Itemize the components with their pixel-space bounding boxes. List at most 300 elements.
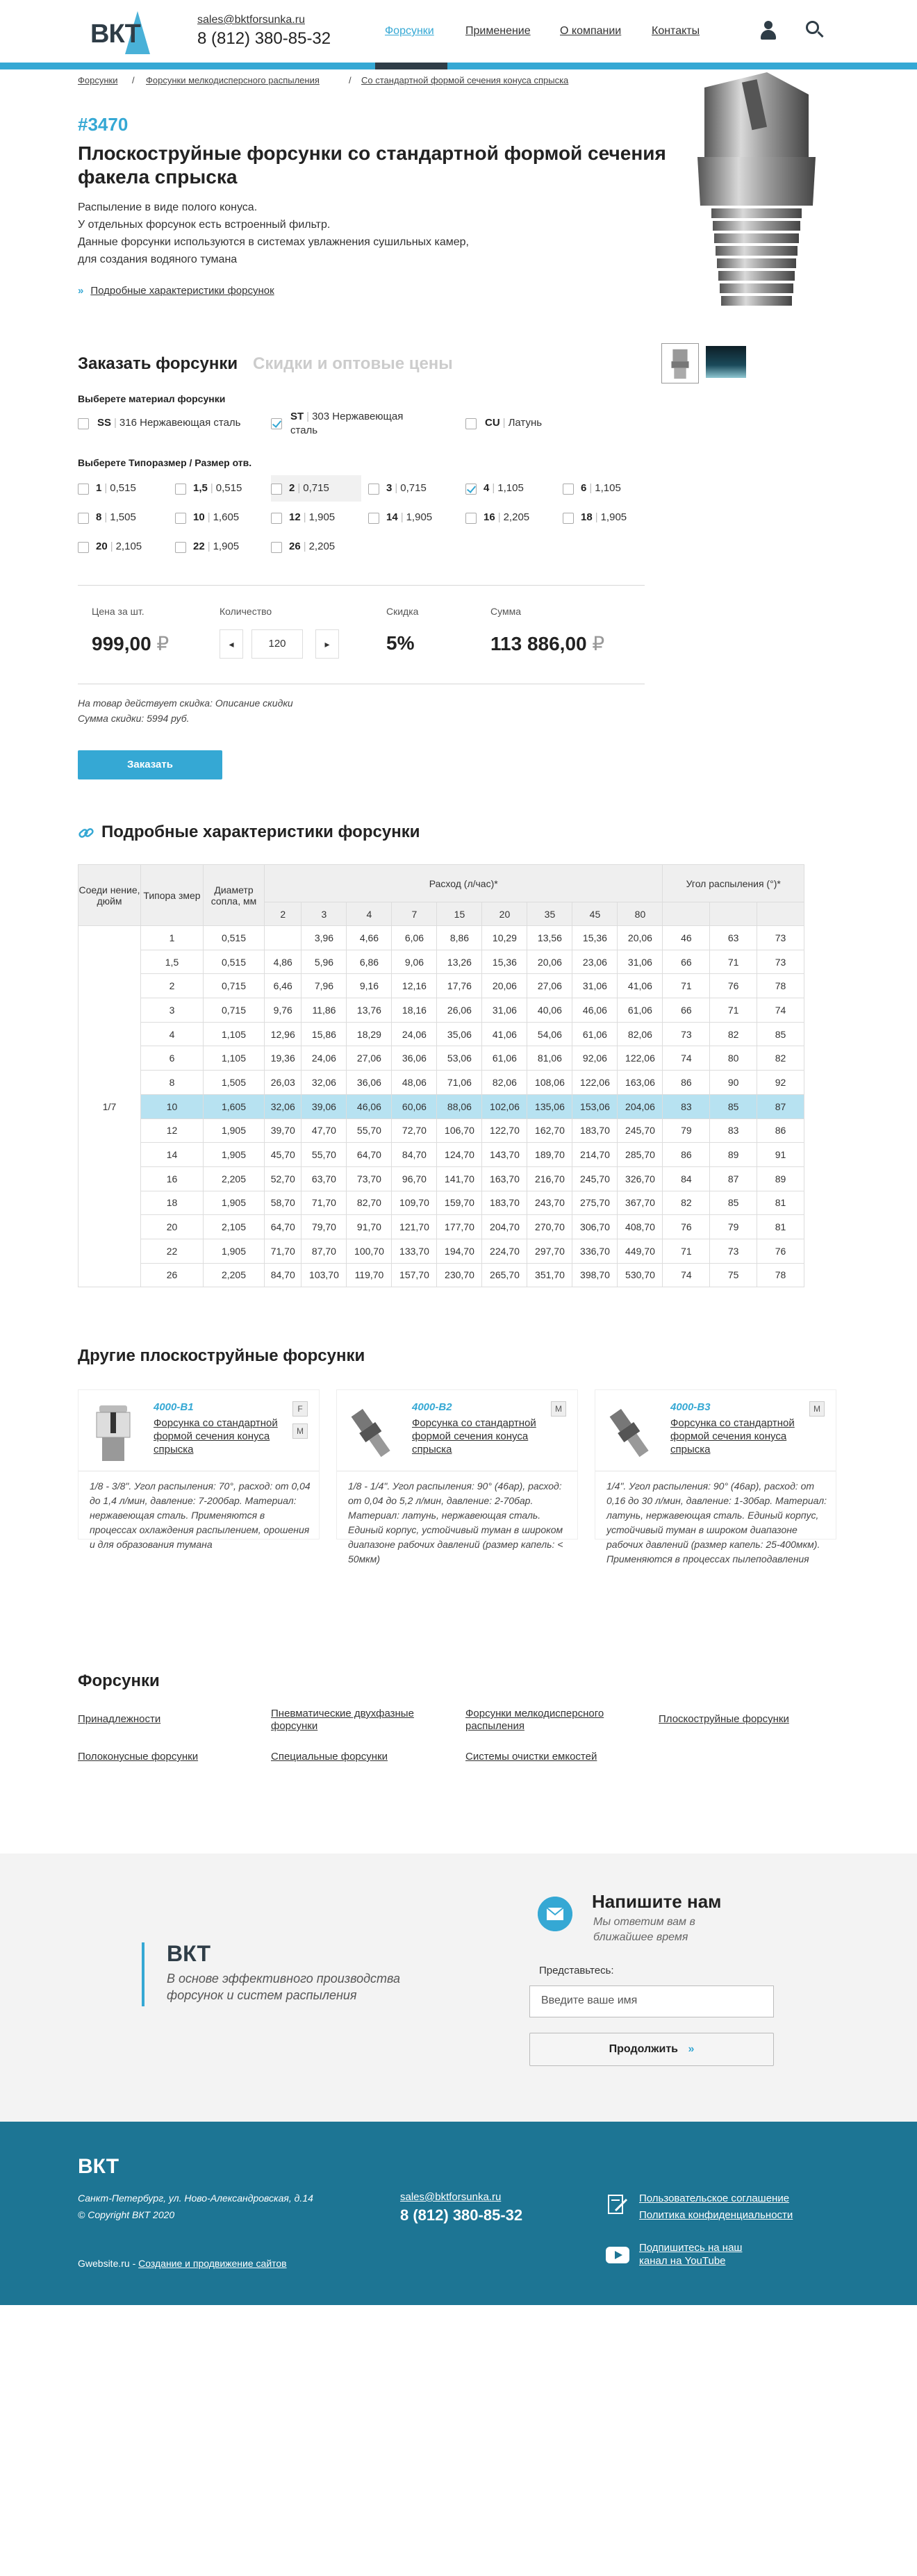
table-cell: 55,70 (301, 1143, 347, 1167)
table-cell: 81,06 (527, 1046, 572, 1071)
specs-table (78, 864, 804, 1287)
material-checkbox-ss[interactable] (78, 418, 89, 429)
material-code: CU (485, 417, 500, 429)
size-diameter: 1,505 (110, 511, 136, 523)
table-cell: 81 (757, 1191, 804, 1215)
link-flat-jet[interactable]: Плоскоструйные форсунки (659, 1713, 789, 1725)
product-card[interactable] (78, 1389, 320, 1550)
size-checkbox[interactable] (78, 513, 89, 524)
table-cell: 9,16 (347, 974, 392, 998)
card-description: 1/8 - 3/8". Угол распыления: 70°, расход: от 0,04 до 1,4 л/мин, давление: 7-200бар. Материал: нержавеющая сталь. Применяются в процессах охлаждения распылением, орошения и для образования тумана (90, 1480, 311, 1550)
table-cell: 15,36 (482, 950, 527, 974)
size-checkbox[interactable] (563, 484, 574, 495)
thumbnail-nozzle[interactable] (661, 343, 699, 383)
size-diameter: 1,605 (213, 511, 240, 523)
card-product-image (90, 1403, 137, 1465)
size-value: 1,5 (193, 482, 208, 494)
size-diameter: 2,205 (308, 540, 336, 552)
link-hollow-cone[interactable]: Полоконусные форсунки (78, 1751, 199, 1762)
table-cell: 26,03 (265, 1071, 301, 1095)
product-title: Плоскоструйные форсунки со стандартной формой сечения факела спрыска (78, 142, 666, 188)
quantity-decrease-button[interactable]: ◂ (220, 629, 243, 659)
table-cell: 79,70 (301, 1215, 347, 1239)
table-cell: 1,105 (204, 1046, 265, 1071)
table-row (79, 950, 804, 974)
nav-kontakty[interactable]: Контакты (652, 25, 700, 37)
table-cell: 189,70 (527, 1143, 572, 1167)
table-cell: 71 (710, 998, 757, 1023)
table-cell: 86 (663, 1143, 710, 1167)
card-product-image (348, 1403, 395, 1465)
table-cell: 82 (757, 1046, 804, 1071)
header-email[interactable]: sales@bktforsunka.ru (197, 14, 305, 26)
size-checkbox[interactable] (563, 513, 574, 524)
table-row (79, 974, 804, 998)
table-cell: 106,70 (437, 1118, 482, 1143)
table-cell: 85 (757, 1022, 804, 1046)
table-cell: 530,70 (618, 1263, 663, 1287)
size-diameter: 0,715 (303, 482, 329, 494)
table-cell: 22 (141, 1239, 204, 1263)
size-option[interactable]: 22 | 1,905 (193, 540, 240, 552)
more-characteristics-link[interactable] (78, 285, 274, 297)
footer-brand: ВКТ (78, 2155, 119, 2178)
size-option[interactable]: 2 | 0,715 (289, 482, 329, 494)
contact-slogan: В основе эффективного производства форсунок и систем распыления (167, 1972, 401, 2002)
order-button[interactable]: Заказать (78, 750, 222, 779)
table-cell: 1 (141, 926, 204, 950)
table-cell: 71,70 (265, 1239, 301, 1263)
table-cell: 163,70 (482, 1166, 527, 1191)
product-card[interactable] (336, 1389, 578, 1564)
col-header-angle: Угол распыления (°)* (663, 865, 804, 902)
table-cell: 71 (663, 1239, 710, 1263)
table-cell: 1,505 (204, 1071, 265, 1095)
table-cell: 0,515 (204, 950, 265, 974)
table-cell: 58,70 (265, 1191, 301, 1215)
link-icon (78, 825, 94, 841)
table-cell: 74 (663, 1263, 710, 1287)
table-cell: 336,70 (572, 1239, 618, 1263)
table-cell: 52,70 (265, 1166, 301, 1191)
table-cell: 82,06 (482, 1071, 527, 1095)
table-cell: 46 (663, 926, 710, 950)
table-cell: 6,06 (392, 926, 437, 950)
angle-subheader (757, 902, 804, 926)
table-cell: 1,905 (204, 1239, 265, 1263)
product-description (78, 199, 606, 268)
nav-o-kompanii[interactable]: О компании (560, 25, 622, 37)
table-cell: 9,76 (265, 998, 301, 1023)
table-cell: 66 (663, 950, 710, 974)
developer-link[interactable]: Создание и продвижение сайтов (138, 2258, 287, 2269)
table-row (79, 1094, 804, 1118)
table-cell: 88,06 (437, 1094, 482, 1118)
write-us-title: Напишите нам (592, 1891, 722, 1912)
table-cell: 45,70 (265, 1143, 301, 1167)
table-cell: 12 (141, 1118, 204, 1143)
table-cell (265, 926, 301, 950)
size-diameter: 1,905 (213, 540, 240, 552)
size-label: Выберете Типоразмер / Размер отв. (78, 457, 252, 468)
table-cell: 73,70 (347, 1166, 392, 1191)
link-special[interactable]: Специальные форсунки (271, 1751, 388, 1762)
table-cell: 80 (710, 1046, 757, 1071)
table-cell: 14 (141, 1143, 204, 1167)
size-value: 8 (96, 511, 102, 523)
size-diameter: 1,905 (600, 511, 627, 523)
nav-forsunki[interactable]: Форсунки (385, 25, 434, 37)
breadcrumb-separator: / (349, 75, 352, 85)
table-cell: 13,56 (527, 926, 572, 950)
card-title-link[interactable]: Форсунка со стандартной формой сечения конуса спрыска (412, 1417, 536, 1455)
table-cell: 11,86 (301, 998, 347, 1023)
table-cell: 133,70 (392, 1239, 437, 1263)
size-value: 2 (289, 482, 295, 494)
table-cell: 41,06 (618, 974, 663, 998)
size-checkbox[interactable] (465, 484, 477, 495)
table-cell: 15,36 (572, 926, 618, 950)
table-cell: 122,06 (618, 1046, 663, 1071)
table-cell: 31,06 (572, 974, 618, 998)
developer-prefix: Gwebsite.ru - (78, 2258, 139, 2269)
table-cell: 0,515 (204, 926, 265, 950)
table-cell: 72,70 (392, 1118, 437, 1143)
link-pneumatic[interactable]: Пневматические двухфазные форсунки (271, 1708, 414, 1732)
product-image (677, 67, 832, 328)
table-cell: 15,86 (301, 1022, 347, 1046)
table-cell: 96,70 (392, 1166, 437, 1191)
material-code: ST (290, 411, 304, 422)
breadcrumb-item-1[interactable]: Форсунки (78, 75, 118, 85)
table-cell: 157,70 (392, 1263, 437, 1287)
chevron-down-icon: » (78, 285, 84, 297)
table-cell: 87 (710, 1166, 757, 1191)
pressure-header: 80 (618, 902, 663, 926)
link-tank-cleaning[interactable]: Системы очистки емкостей (465, 1751, 597, 1762)
size-value: 6 (581, 482, 587, 494)
header-phone[interactable]: 8 (812) 380-85-32 (197, 29, 331, 48)
continue-label: Продолжить (609, 2043, 679, 2055)
product-card[interactable] (595, 1389, 836, 1564)
size-option[interactable]: 6 | 1,105 (581, 482, 621, 494)
quantity-increase-button[interactable]: ▸ (315, 629, 339, 659)
material-checkbox-cu[interactable] (465, 418, 477, 429)
table-cell: 73 (663, 1022, 710, 1046)
table-cell: 32,06 (301, 1071, 347, 1095)
size-value: 16 (484, 511, 495, 523)
product-sku: #3470 (78, 114, 129, 135)
size-value: 10 (193, 511, 205, 523)
table-cell: 194,70 (437, 1239, 482, 1263)
table-cell: 243,70 (527, 1191, 572, 1215)
size-checkbox[interactable] (175, 542, 186, 553)
table-cell: 265,70 (482, 1263, 527, 1287)
size-option[interactable]: 14 | 1,905 (386, 511, 433, 523)
table-cell: 13,76 (347, 998, 392, 1023)
table-cell: 0,715 (204, 974, 265, 998)
table-cell: 35,06 (437, 1022, 482, 1046)
size-option[interactable]: 10 | 1,605 (193, 511, 240, 523)
size-value: 20 (96, 540, 108, 552)
price-label: Цена за шт. (92, 606, 144, 617)
table-cell: 24,06 (301, 1046, 347, 1071)
write-us-subtitle: Мы ответим вам в ближайшее время (593, 1916, 695, 1943)
size-checkbox[interactable] (78, 542, 89, 553)
table-cell: 61,06 (482, 1046, 527, 1071)
table-cell: 73 (710, 1239, 757, 1263)
table-row (79, 1022, 804, 1046)
table-cell: 367,70 (618, 1191, 663, 1215)
table-cell: 122,70 (482, 1118, 527, 1143)
table-cell: 23,06 (572, 950, 618, 974)
table-cell: 3 (141, 998, 204, 1023)
table-cell: 124,70 (437, 1143, 482, 1167)
size-option[interactable]: 3 | 0,715 (386, 482, 427, 494)
table-cell: 119,70 (347, 1263, 392, 1287)
table-row (79, 926, 804, 950)
material-badge: F (292, 1401, 308, 1417)
material-option-st[interactable]: ST | 303 Нержавеющая сталь (290, 411, 404, 436)
table-cell: 48,06 (392, 1071, 437, 1095)
table-cell: 78 (757, 1263, 804, 1287)
table-cell: 76 (757, 1239, 804, 1263)
footer-youtube-link[interactable]: Подпишитесь на наш канал на YouTube (639, 2242, 743, 2267)
currency-sign: ₽ (592, 633, 605, 654)
name-input[interactable]: Введите ваше имя (529, 1985, 774, 2017)
table-cell: 4,66 (347, 926, 392, 950)
pressure-header: 2 (265, 902, 301, 926)
sum-label: Сумма (490, 606, 521, 617)
link-fine-spray[interactable]: Форсунки мелкодисперсного распыления (465, 1708, 604, 1732)
table-cell: 92 (757, 1071, 804, 1095)
currency-sign: ₽ (156, 633, 170, 654)
contact-brand: ВКТ (167, 1941, 210, 1966)
size-option[interactable]: 16 | 2,205 (484, 511, 530, 523)
size-value: 14 (386, 511, 398, 523)
table-cell: 6,46 (265, 974, 301, 998)
table-cell: 85 (710, 1191, 757, 1215)
table-cell: 245,70 (572, 1166, 618, 1191)
desc-line: Данные форсунки используются в системах увлажнения сушильных камер, (78, 236, 469, 248)
table-cell: 10,29 (482, 926, 527, 950)
active-nav-indicator (375, 63, 447, 69)
size-diameter: 1,105 (595, 482, 621, 494)
continue-button[interactable] (529, 2033, 774, 2066)
discount-label: Скидка (386, 606, 419, 617)
table-cell: 87,70 (301, 1239, 347, 1263)
nav-primenenie[interactable]: Применение (465, 25, 531, 37)
table-cell: 36,06 (392, 1046, 437, 1071)
table-cell: 20 (141, 1215, 204, 1239)
brand-accent-line (142, 1942, 144, 2006)
table-cell: 74 (757, 998, 804, 1023)
size-option[interactable]: 1 | 0,515 (96, 482, 136, 494)
footer-privacy-link[interactable]: Политика конфиденциальности (639, 2209, 793, 2221)
table-cell: 46,06 (347, 1094, 392, 1118)
table-cell: 18,29 (347, 1022, 392, 1046)
name-label: Представьтесь: (539, 1965, 614, 1976)
size-option[interactable]: 26 | 2,205 (289, 540, 336, 552)
table-row (79, 1046, 804, 1071)
table-cell: 53,06 (437, 1046, 482, 1071)
size-value: 26 (289, 540, 301, 552)
material-name: 303 Нержавеющая сталь (290, 411, 404, 436)
desc-line: Распыление в виде полого конуса. (78, 201, 258, 213)
user-icon[interactable] (760, 21, 777, 40)
link-accessories[interactable]: Принадлежности (78, 1713, 161, 1725)
table-cell: 1,905 (204, 1191, 265, 1215)
size-checkbox[interactable] (465, 513, 477, 524)
material-option-ss[interactable]: SS | 316 Нержавеющая сталь (97, 417, 241, 429)
size-checkbox[interactable] (175, 484, 186, 495)
tab-order[interactable]: Заказать форсунки (78, 354, 238, 373)
size-option[interactable]: 20 | 2,105 (96, 540, 142, 552)
pressure-header: 35 (527, 902, 572, 926)
table-cell: 92,06 (572, 1046, 618, 1071)
table-row (79, 1263, 804, 1287)
material-name: Латунь (508, 417, 543, 429)
table-cell: 82 (710, 1022, 757, 1046)
table-cell: 1,5 (141, 950, 204, 974)
table-cell: 122,06 (572, 1071, 618, 1095)
discount-sum-note: Сумма скидки: 5994 руб. (78, 713, 190, 724)
table-cell: 297,70 (527, 1239, 572, 1263)
material-option-cu[interactable]: CU | Латунь (485, 417, 543, 429)
table-cell: 2,205 (204, 1263, 265, 1287)
size-checkbox[interactable] (368, 513, 379, 524)
size-option[interactable]: 1,5 | 0,515 (193, 482, 242, 494)
size-option[interactable]: 8 | 1,505 (96, 511, 136, 523)
contact-section (0, 1853, 917, 2122)
table-cell: 83 (710, 1118, 757, 1143)
breadcrumb-item-2[interactable]: Форсунки мелкодисперсного распыления (146, 75, 320, 85)
col-header-flow: Расход (л/час)* (265, 865, 663, 902)
size-diameter: 2,205 (503, 511, 530, 523)
table-cell: 224,70 (482, 1239, 527, 1263)
table-cell: 75 (710, 1263, 757, 1287)
mail-icon (538, 1897, 572, 1931)
breadcrumb-separator: / (132, 75, 135, 85)
desc-line: для создания водяного тумана (78, 254, 238, 265)
pressure-header: 20 (482, 902, 527, 926)
size-diameter: 1,105 (497, 482, 524, 494)
thumbnail-spray[interactable] (706, 346, 746, 378)
size-checkbox[interactable] (175, 513, 186, 524)
table-cell: 18 (141, 1191, 204, 1215)
card-code: 4000-B2 (412, 1401, 452, 1413)
table-cell: 0,715 (204, 998, 265, 1023)
size-option[interactable]: 18 | 1,905 (581, 511, 627, 523)
table-cell: 121,70 (392, 1215, 437, 1239)
footer-phone[interactable]: 8 (812) 380-85-32 (400, 2206, 523, 2224)
table-cell: 100,70 (347, 1239, 392, 1263)
size-option[interactable]: 12 | 1,905 (289, 511, 336, 523)
discount-note: На товар действует скидка: Описание скидки (78, 697, 293, 709)
table-cell: 82 (663, 1191, 710, 1215)
size-checkbox[interactable] (78, 484, 89, 495)
table-cell: 4 (141, 1022, 204, 1046)
table-cell: 79 (710, 1215, 757, 1239)
table-cell: 89 (710, 1143, 757, 1167)
size-value: 22 (193, 540, 205, 552)
table-cell: 103,70 (301, 1263, 347, 1287)
table-cell: 6,86 (347, 950, 392, 974)
table-cell: 32,06 (265, 1094, 301, 1118)
table-row (79, 1215, 804, 1239)
col-header-diam: Диаметр сопла, мм (204, 865, 265, 926)
size-checkbox[interactable] (271, 484, 282, 495)
table-cell: 18,16 (392, 998, 437, 1023)
footer-email[interactable]: sales@bktforsunka.ru (400, 2191, 502, 2203)
sum-value (490, 632, 604, 655)
size-diameter: 0,715 (400, 482, 427, 494)
table-cell: 84 (663, 1166, 710, 1191)
table-cell: 162,70 (527, 1118, 572, 1143)
table-cell: 63 (710, 926, 757, 950)
table-cell: 63,70 (301, 1166, 347, 1191)
site-logo[interactable] (90, 7, 146, 53)
tab-discounts[interactable]: Скидки и оптовые цены (253, 354, 453, 373)
card-title-link[interactable]: Форсунка со стандартной формой сечения конуса спрыска (154, 1417, 278, 1455)
table-cell: 76 (710, 974, 757, 998)
table-cell: 31,06 (482, 998, 527, 1023)
table-cell: 26,06 (437, 998, 482, 1023)
footer-copyright: © Copyright ВКТ 2020 (78, 2209, 175, 2220)
table-cell: 1,905 (204, 1143, 265, 1167)
footer-agreement-link[interactable]: Пользовательское соглашение (639, 2193, 790, 2204)
size-checkbox[interactable] (368, 484, 379, 495)
size-diameter: 0,515 (215, 482, 242, 494)
quantity-input[interactable]: 120 (251, 629, 303, 659)
youtube-icon[interactable] (606, 2247, 629, 2263)
table-cell: 81 (757, 1215, 804, 1239)
footer-developer (78, 2258, 287, 2269)
angle-subheader (663, 902, 710, 926)
size-option[interactable]: 4 | 1,105 (484, 482, 524, 494)
nozzles-title: Форсунки (78, 1671, 160, 1690)
table-cell: 71 (710, 950, 757, 974)
table-cell: 20,06 (618, 926, 663, 950)
table-cell: 8,86 (437, 926, 482, 950)
table-cell: 143,70 (482, 1143, 527, 1167)
table-cell: 24,06 (392, 1022, 437, 1046)
table-cell: 6 (141, 1046, 204, 1071)
table-cell: 82,06 (618, 1022, 663, 1046)
material-badge: M (809, 1401, 825, 1417)
material-badge: M (551, 1401, 566, 1417)
material-label: Выберете материал форсунки (78, 393, 226, 404)
breadcrumb-item-3[interactable]: Со стандартной формой сечения конуса спрыска (361, 75, 569, 85)
size-checkbox[interactable] (271, 513, 282, 524)
table-cell: 8 (141, 1071, 204, 1095)
others-title: Другие плоскоструйные форсунки (78, 1346, 365, 1365)
card-title-link[interactable]: Форсунка со стандартной формой сечения конуса спрыска (670, 1417, 795, 1455)
table-cell: 83 (663, 1094, 710, 1118)
search-icon[interactable] (806, 21, 824, 39)
size-checkbox[interactable] (271, 542, 282, 553)
table-cell: 76 (663, 1215, 710, 1239)
document-sign-icon (606, 2194, 629, 2216)
material-checkbox-st[interactable] (271, 418, 282, 429)
table-cell: 17,76 (437, 974, 482, 998)
table-cell: 27,06 (347, 1046, 392, 1071)
table-row (79, 1191, 804, 1215)
table-cell: 39,06 (301, 1094, 347, 1118)
connection-cell: 1/7 (79, 926, 141, 1287)
table-cell: 60,06 (392, 1094, 437, 1118)
footer-address: Санкт-Петербург, ул. Ново-Александровская, д.14 (78, 2193, 313, 2204)
